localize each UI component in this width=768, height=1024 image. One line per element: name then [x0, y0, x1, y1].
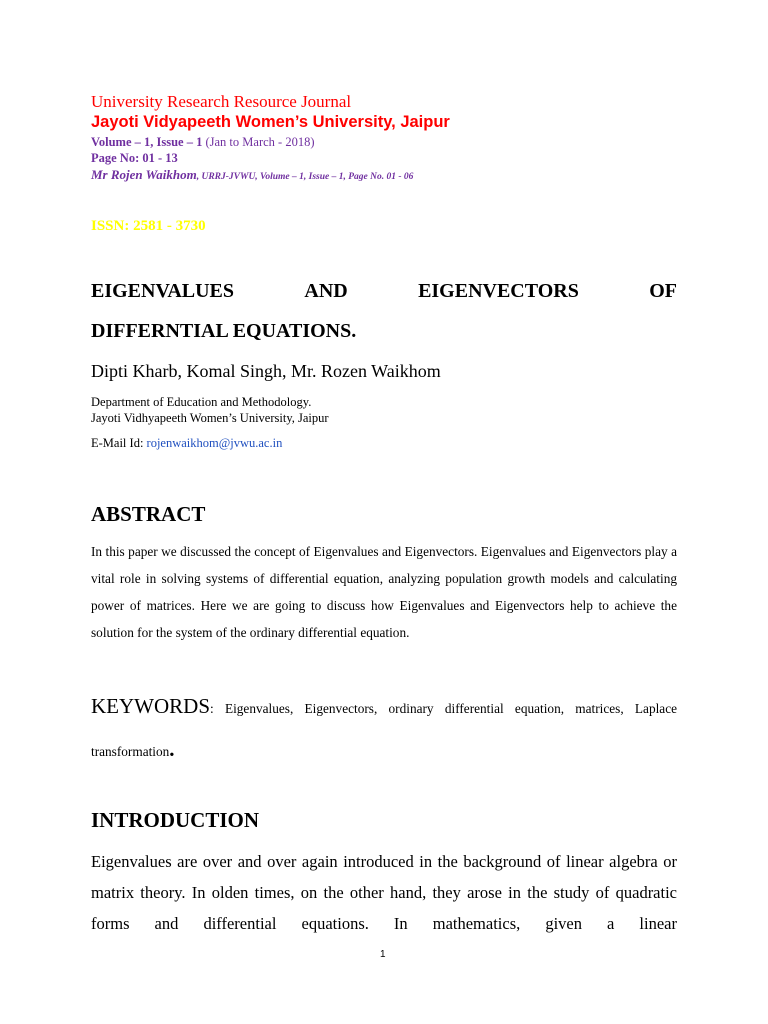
citation-author: Mr Rojen Waikhom	[91, 167, 197, 182]
paper-title-line-1	[91, 280, 677, 303]
introduction-heading: INTRODUCTION	[91, 808, 260, 832]
title-word: EIGENVALUES	[91, 280, 235, 302]
author-list: Dipti Kharb, Komal Singh, Mr. Rozen Waikhom	[91, 361, 441, 381]
title-word: EIGENVECTORS	[418, 280, 579, 302]
abstract-text: In this paper we discussed the concept of Eigenvalues and Eigenvectors. Eigenvalues and Eigenvectors play a vital role in solving systems of differential equation, analyzing population growth models and calculating power of matrices. Here we are going to discuss how Eigenvalues and Eigenvectors help to achieve the solution for the system of the ordinary differential equation.	[91, 544, 677, 640]
volume-number: Volume – 1, Issue – 1	[91, 135, 203, 149]
title-word: AND	[304, 280, 348, 302]
email-label: E-Mail Id:	[91, 436, 147, 450]
paper-title-line-2: DIFFERNTIAL EQUATIONS.	[91, 320, 357, 342]
keywords-label: KEYWORDS	[91, 694, 210, 718]
email-link[interactable]: rojenwaikhom@jvwu.ac.in	[146, 436, 283, 450]
keywords-text: Eigenvalues, Eigenvectors, ordinary differential equation, matrices, Laplace transformation	[91, 701, 677, 759]
volume-issue	[91, 135, 314, 150]
citation-details: , URRJ-JVWU, Volume – 1, Issue – 1, Page No. 01 - 06	[196, 172, 414, 182]
affiliation-university: Jayoti Vidhyapeeth Women’s University, Jaipur	[91, 411, 329, 425]
citation-line	[91, 167, 413, 183]
journal-title: University Research Resource Journal	[91, 92, 352, 111]
department: Department of Education and Methodology.	[91, 395, 312, 409]
keywords-colon: :	[210, 701, 225, 716]
affiliation	[91, 394, 329, 426]
introduction-text: Eigenvalues are over and over again introduced in the background of linear algebra or matrix theory. In olden times, on the other hand, they arose in the study of quadratic forms and differential equations. In mathematics, given a linear	[91, 852, 677, 933]
page-number: 1	[380, 949, 386, 960]
email-line	[91, 436, 282, 451]
abstract-heading: ABSTRACT	[91, 502, 206, 526]
page-range: Page No: 01 - 13	[91, 151, 178, 165]
title-word: OF	[649, 280, 677, 302]
keywords-section	[91, 686, 677, 772]
issn: ISSN: 2581 - 3730	[91, 218, 206, 234]
volume-date-range: (Jan to March - 2018)	[205, 135, 315, 149]
keywords-period: .	[169, 737, 175, 761]
university-name: Jayoti Vidyapeeth Women’s University, Jaipur	[91, 113, 450, 131]
